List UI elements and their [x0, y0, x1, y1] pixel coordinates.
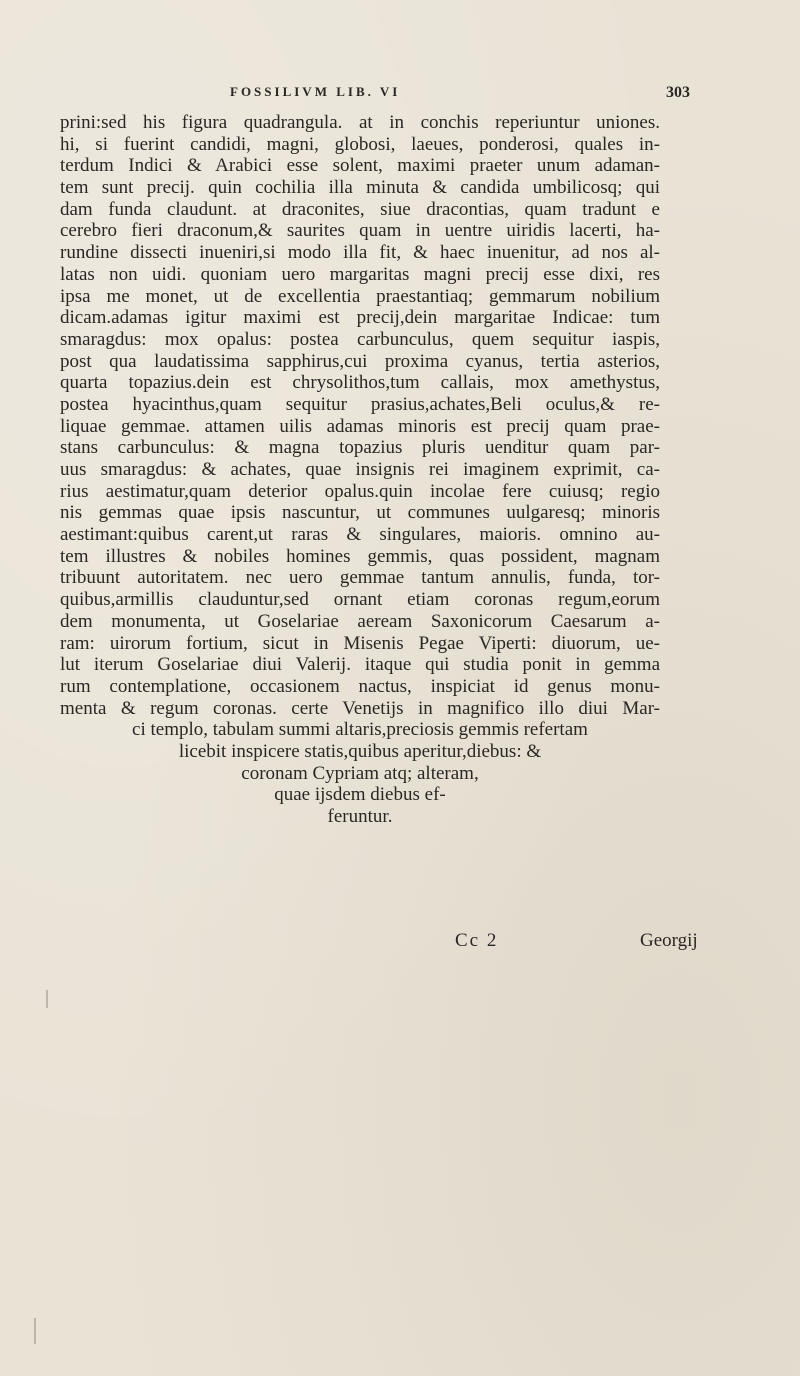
- text-line: tem illustres & nobiles homines gemmis, quas possident, magnam: [60, 545, 660, 567]
- text-line: rum contemplatione, occasionem nactus, inspiciat id genus monu-: [60, 675, 660, 697]
- text-line: cerebro fieri draconum,& saurites quam in uentre uiridis lacerti, ha-: [60, 220, 660, 242]
- text-line: ram: uirorum fortium, sicut in Misenis Pegae Viperti: diuorum, ue-: [60, 632, 660, 654]
- page-header: [60, 84, 750, 106]
- text-line: aestimant:quibus carent,ut raras & singulares, maioris. omnino au-: [60, 524, 660, 546]
- text-line: post qua laudatissima sapphirus,cui proxima cyanus, tertia asterios,: [60, 350, 660, 372]
- text-line: coronam Cypriam atq; alteram,: [241, 762, 479, 784]
- text-line: feruntur.: [327, 806, 393, 827]
- text-line: quae ijsdem diebus ef-: [274, 784, 446, 806]
- text-line: ipsa me monet, ut de excellentia praestantiaq; gemmarum nobilium: [60, 285, 660, 307]
- text-line: liquae gemmae. attamen uilis adamas minoris est precij quam prae-: [60, 415, 660, 437]
- margin-stain: [46, 990, 48, 1008]
- text-line: hi, si fuerint candidi, magni, globosi, laeues, ponderosi, quales in-: [60, 133, 660, 155]
- text-line: lut iterum Goselariae diui Valerij. itaque qui studia ponit in gemma: [60, 654, 660, 676]
- text-line: dem monumenta, ut Goselariae aeream Saxonicorum Caesarum a-: [60, 610, 660, 632]
- text-line: quibus,armillis clauduntur,sed ornant etiam coronas regum,eorum: [60, 589, 660, 611]
- text-line: tem sunt precij. quin cochilia illa minuta & candida umbilicosq; qui: [60, 177, 660, 199]
- text-line: menta & regum coronas. certe Venetijs in magnifico illo diui Mar-: [60, 697, 660, 719]
- text-line: smaragdus: mox opalus: postea carbunculus, quem sequitur iaspis,: [60, 328, 660, 350]
- text-line: stans carbunculus: & magna topazius pluris uenditur quam par-: [60, 437, 660, 459]
- text-line: rundine dissecti inueniri,si modo illa fit, & haec inuenitur, ad nos al-: [60, 242, 660, 264]
- text-line: licebit inspicere statis,quibus aperitur,diebus: &: [178, 740, 542, 762]
- text-line: rius aestimatur,quam deterior opalus.quin incolae fere cuiusq; regio: [60, 480, 660, 502]
- text-line: latas non uidi. quoniam uero margaritas magni precij esse dixi, res: [60, 263, 660, 285]
- catchword: Georgij: [640, 930, 698, 951]
- text-line: prini:sed his figura quadrangula. at in conchis reperiuntur uniones.: [60, 112, 660, 133]
- text-line: postea hyacinthus,quam sequitur prasius,achates,Beli oculus,& re-: [60, 393, 660, 415]
- running-head: FOSSILIVM LIB. VI: [230, 84, 401, 99]
- margin-stain: [34, 1318, 36, 1344]
- text-line: dicam.adamas igitur maximi est precij,dein margaritae Indicae: tum: [60, 307, 660, 329]
- text-line: quarta topazius.dein est chrysolithos,tum callais, mox amethystus,: [60, 372, 660, 394]
- page-number: 303: [666, 84, 690, 101]
- signature-mark: Cc 2: [455, 930, 499, 951]
- text-line: terdum Indici & Arabici esse solent, maximi praeter unum adaman-: [60, 155, 660, 177]
- text-line: tribuunt autoritatem. nec uero gemmae tantum annulis, funda, tor-: [60, 567, 660, 589]
- text-line: uus smaragdus: & achates, quae insignis rei imaginem exprimit, ca-: [60, 459, 660, 480]
- text-line: dam funda claudunt. at draconites, siue dracontias, quam tradunt e: [60, 198, 660, 220]
- text-line: nis gemmas quae ipsis nascuntur, ut communes uulgaresq; minoris: [60, 502, 660, 524]
- body-text: [60, 112, 660, 828]
- text-line: ci templo, tabulam summi altaris,preciosis gemmis refertam: [132, 719, 588, 741]
- page-footer: [60, 930, 750, 960]
